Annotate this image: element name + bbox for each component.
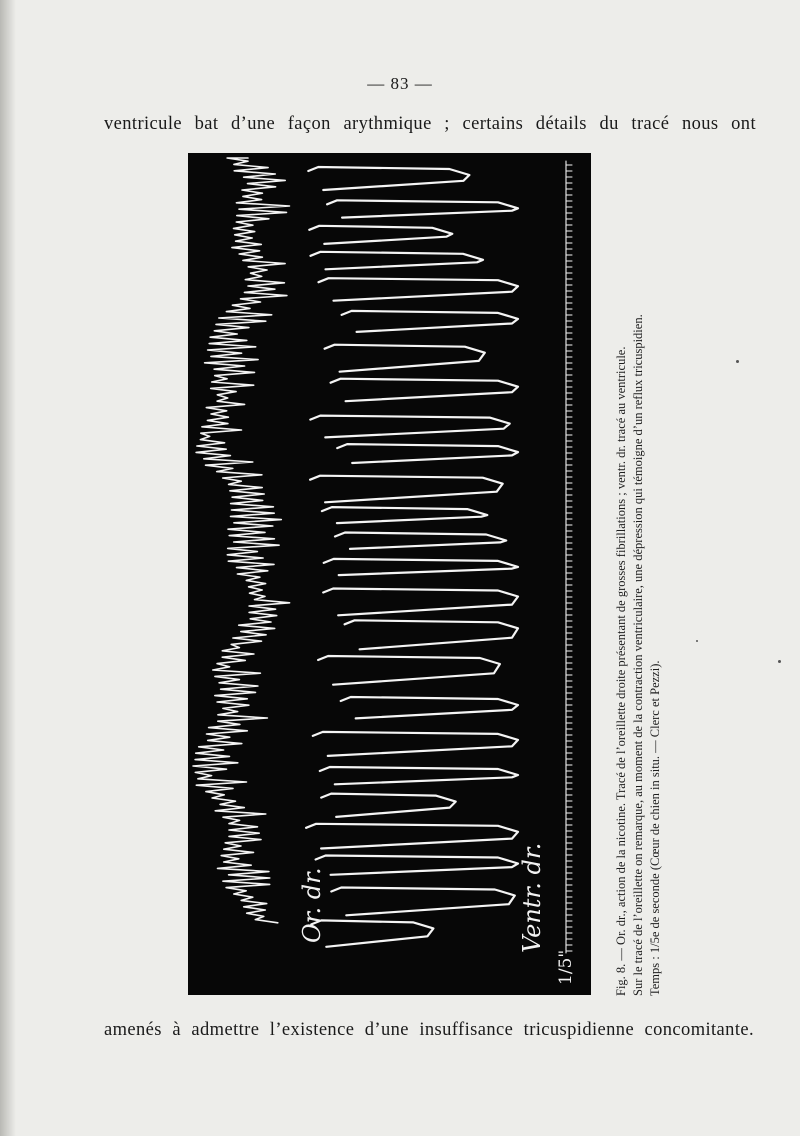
time-marker-trace	[566, 161, 572, 953]
ventricle-trace	[306, 167, 518, 947]
label-time: 1/5"	[556, 949, 576, 985]
paper-speck	[778, 660, 781, 663]
atrium-trace	[193, 158, 290, 923]
paper-speck	[736, 360, 739, 363]
caption-line-2: Sur le tracé de l’oreillette on remarque, au moment de la contraction ventriculaire, une dépression qui témoigne d’un reflux tricuspidien.	[631, 314, 645, 996]
page-number: — 83 —	[367, 74, 433, 93]
body-text-top: ventricule bat d’une façon arythmique ; certains détails du tracé nous ont	[104, 114, 756, 134]
kymograph-traces	[188, 153, 591, 995]
figure-caption	[613, 156, 664, 996]
ventricle-trace-strokes	[306, 167, 518, 947]
atrium-trace-line	[193, 158, 290, 923]
paper-speck	[696, 640, 698, 642]
label-ventricle: Ventr. dr.	[518, 842, 546, 953]
body-text-bottom: amenés à admettre l’existence d’une insuffisance tricuspidienne concomitante.	[104, 1020, 754, 1040]
page-edge-shadow	[0, 0, 16, 1136]
caption-line-3: Temps : 1/5e de seconde (Cœur de chien in situ. — Clerc et Pezzi).	[648, 660, 662, 996]
caption-line-1: Fig. 8. — Or. dr., action de la nicotine. Tracé de l’oreillette droite présentant de grosses fibrillations ; ventr. dr. tracé au ventricule.	[614, 346, 628, 996]
kymograph-figure	[188, 153, 591, 995]
time-marker-ticks	[566, 161, 572, 953]
label-atrium: Or. dr.	[298, 867, 326, 943]
